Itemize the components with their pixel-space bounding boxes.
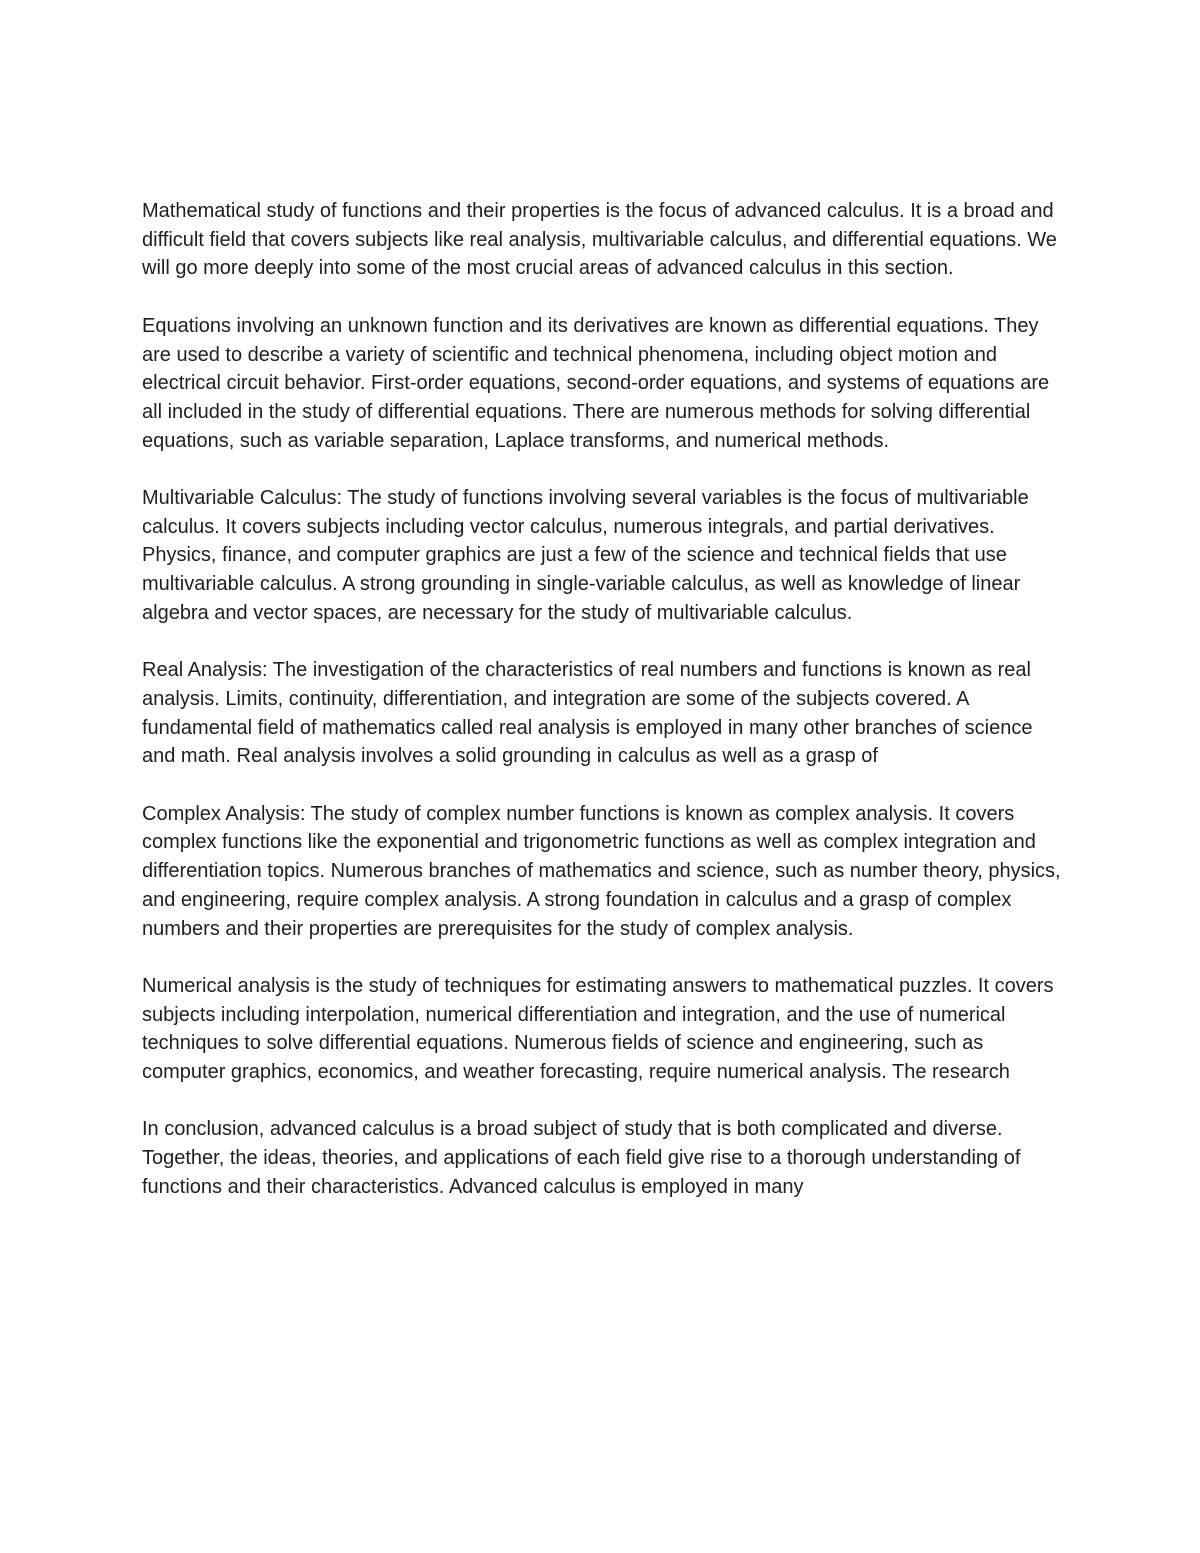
paragraph-differential-equations: Equations involving an unknown function and its derivatives are known as differential equations. They are used to describe a variety of scientific and technical phenomena, including object motion and electrical circuit behavior. First-order equations, second-order equations, and systems of equations are all included in the study of differential equations. There are numerous methods for solving differential equations, such as variable separation, Laplace transforms, and numerical methods. xyxy=(142,314,1050,452)
paragraph-conclusion: In conclusion, advanced calculus is a broad subject of study that is both complicated and diverse. Together, the ideas, theories, and applications of each field give rise to a thorough understanding of functions and their characteristics. Advanced calculus is employed in many xyxy=(142,1118,1021,1198)
paragraph-real-analysis: Real Analysis: The investigation of the characteristics of real numbers and functions is known as real analysis. Limits, continuity, differentiation, and integration are some of the subjects covered. A fundamental field of mathematics called real analysis is employed in many other branches of science and math. Real analysis involves a solid grounding in calculus as well as a grasp of xyxy=(142,659,1033,768)
paragraph-introduction: Mathematical study of functions and their properties is the focus of advanced calculus. It is a broad and difficult field that covers subjects like real analysis, multivariable calculus, and differential equations. We will go more deeply into some of the most crucial areas of advanced calculus in this section. xyxy=(142,200,1057,280)
paragraph-multivariable-calculus: Multivariable Calculus: The study of functions involving several variables is the focus of multivariable calculus. It covers subjects including vector calculus, numerous integrals, and partial derivatives. Physics, finance, and computer graphics are just a few of the science and technical fields that use multivariable calculus. A strong grounding in single-variable calculus, as well as knowledge of linear algebra and vector spaces, are necessary for the study of multivariable calculus. xyxy=(142,487,1029,624)
document-body xyxy=(142,197,1067,1202)
paragraph-numerical-analysis: Numerical analysis is the study of techniques for estimating answers to mathematical puzzles. It covers subjects including interpolation, numerical differentiation and integration, and the use of numerical techniques to solve differential equations. Numerous fields of science and engineering, such as computer graphics, economics, and weather forecasting, require numerical analysis. The research xyxy=(142,974,1054,1084)
paragraph-complex-analysis: Complex Analysis: The study of complex number functions is known as complex analysis. It covers complex functions like the exponential and trigonometric functions as well as complex integration and differentiation topics. Numerous branches of mathematics and science, such as number theory, physics, and engineering, require complex analysis. A strong foundation in calculus and a grasp of complex numbers and their properties are prerequisites for the study of complex analysis. xyxy=(142,802,1061,940)
